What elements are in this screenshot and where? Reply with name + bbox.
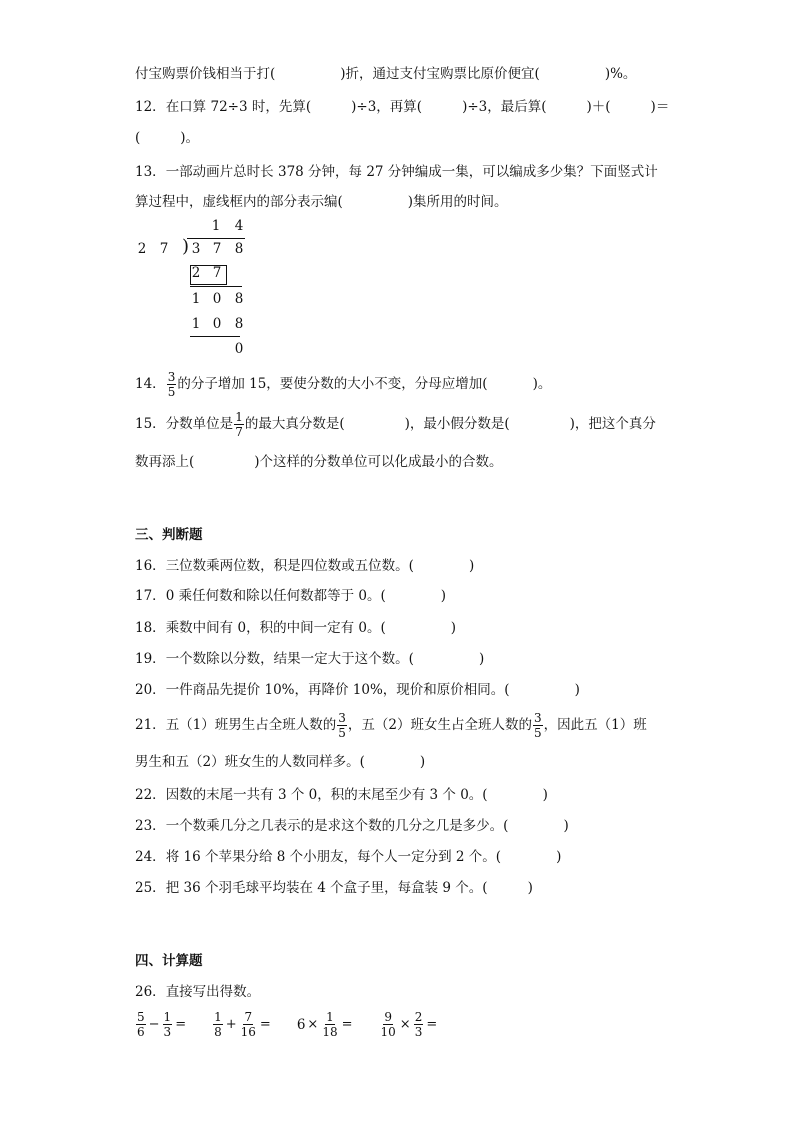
question-number: 23． (135, 818, 166, 834)
fraction-denominator: 18 (322, 1025, 338, 1039)
close-paren: ) (478, 651, 485, 667)
question-21 (135, 711, 647, 740)
q11-text-3: )%。 (604, 66, 637, 82)
division-bracket: ) (182, 236, 190, 257)
long-division (135, 218, 265, 358)
question-19 (135, 649, 484, 669)
calc-expression[interactable] (379, 1010, 440, 1039)
question-24 (135, 847, 561, 867)
operator: × (399, 1017, 411, 1032)
q15-text-6: )个这样的分数单位可以化成最小的合数。 (254, 454, 503, 470)
divisor-digit: 7 (159, 241, 169, 257)
step-digit: 1 (191, 316, 201, 332)
section-title-calculation: 四、计算题 (135, 953, 203, 969)
quotient-digit: 1 (211, 218, 221, 234)
fraction (240, 1010, 257, 1039)
whole-number: 6 (296, 1016, 306, 1033)
question-13 (135, 162, 658, 182)
q11-text-2: )折，通过支付宝购票比原价便宜( (340, 66, 540, 82)
q21-text-3: ，因此五（1）班 (543, 717, 647, 733)
fraction-numerator: 9 (384, 1010, 392, 1024)
question-number: 26． (135, 984, 166, 1000)
equals-sign: = (341, 1017, 353, 1032)
close-paren: ) (563, 818, 569, 834)
fraction (136, 1010, 146, 1039)
q12-text-2: )÷3，再算( (351, 99, 423, 115)
question-number: 24． (135, 849, 166, 865)
question-number: 17． (135, 588, 166, 604)
calc-expression[interactable] (212, 1010, 273, 1039)
fraction (234, 410, 244, 439)
fraction-numerator: 3 (167, 370, 176, 384)
question-23 (135, 816, 569, 836)
question-text: 直接写出得数。 (165, 984, 261, 1000)
fraction-numerator: 7 (244, 1010, 253, 1024)
operator: + (225, 1017, 237, 1032)
question-12 (135, 97, 669, 117)
question-20 (135, 680, 580, 700)
section-title-true-false: 三、判断题 (135, 527, 203, 543)
fraction-denominator: 5 (534, 726, 542, 740)
fraction-numerator: 2 (414, 1010, 423, 1024)
q12-open-paren: ( (135, 130, 141, 146)
question-14 (135, 370, 551, 399)
step-digit: 2 (191, 265, 201, 281)
question-number: 22． (135, 787, 166, 803)
q12-close-paren: )。 (180, 130, 200, 146)
q15-text-4: )，把这个真分 (569, 416, 656, 432)
question-17 (135, 586, 446, 606)
q12-text-3: )÷3，最后算( (462, 99, 547, 115)
question-number: 20． (135, 682, 166, 698)
close-paren: ) (419, 754, 426, 770)
question-number: 18． (135, 620, 166, 636)
fraction (213, 1010, 223, 1039)
question-text: 因数的末尾一共有 3 个 0，积的末尾至少有 3 个 0。( (165, 787, 488, 803)
fraction (337, 711, 347, 740)
quotient-digit: 4 (234, 218, 244, 234)
fraction (163, 1010, 173, 1039)
calc-expression[interactable] (135, 1010, 188, 1039)
question-text: 将 16 个苹果分给 8 个小朋友，每个人一定分到 2 个。( (165, 849, 502, 865)
dividend-digit: 3 (191, 241, 201, 257)
q13-text-2: 算过程中，虚线框内的部分表示编( (135, 194, 343, 210)
q12-text-4: )＋( (586, 99, 611, 115)
q15-text-2: 的最大真分数是( (244, 416, 345, 432)
equals-sign: = (426, 1017, 438, 1032)
q13-text-3: )集所用的时间。 (407, 194, 508, 210)
q21-text-1: 五（1）班男生占全班人数的 (165, 717, 337, 733)
q12-text-1: 在口算 72÷3 时，先算( (165, 99, 312, 115)
fraction-denominator: 16 (240, 1025, 256, 1039)
step-digit: 7 (212, 265, 222, 281)
question-text: 一个数除以分数，结果一定大于这个数。( (165, 651, 414, 667)
remainder-digit: 0 (234, 341, 244, 357)
q15-text-5: 数再添上( (135, 454, 195, 470)
close-paren: ) (527, 880, 533, 896)
equals-sign: = (259, 1017, 271, 1032)
question-21-line2 (135, 752, 425, 772)
fraction-numerator: 1 (326, 1010, 334, 1024)
close-paren: ) (574, 682, 580, 698)
close-paren: ) (468, 558, 475, 574)
question-26 (135, 982, 260, 1002)
q21-text-4: 男生和五（2）班女生的人数同样多。( (135, 754, 365, 770)
fraction-denominator: 5 (167, 385, 176, 399)
step-digit: 0 (212, 291, 222, 307)
question-25 (135, 878, 533, 898)
fraction-denominator: 7 (235, 425, 243, 439)
operator: − (148, 1017, 160, 1032)
fraction-denominator: 3 (163, 1025, 172, 1039)
fraction-numerator: 5 (137, 1010, 145, 1024)
question-16 (135, 556, 474, 576)
step-digit: 8 (234, 291, 244, 307)
operator: × (307, 1017, 319, 1032)
calculation-row (135, 1010, 463, 1039)
fraction-denominator: 10 (380, 1025, 396, 1039)
fraction-numerator: 1 (163, 1010, 172, 1024)
fraction (380, 1010, 397, 1039)
fraction-denominator: 6 (137, 1025, 145, 1039)
fraction (533, 711, 543, 740)
close-paren: ) (542, 787, 548, 803)
question-12-line2 (135, 128, 199, 148)
question-number: 21． (135, 717, 166, 733)
fraction-denominator: 5 (338, 726, 346, 740)
question-text: 把 36 个羽毛球平均装在 4 个盒子里，每盒装 9 个。( (165, 880, 488, 896)
close-paren: ) (556, 849, 562, 865)
question-number: 12． (135, 99, 166, 115)
calc-expression[interactable] (297, 1010, 355, 1039)
question-number: 16． (135, 558, 166, 574)
fraction (414, 1010, 424, 1039)
dividend-digit: 8 (234, 241, 244, 257)
question-number: 25． (135, 880, 166, 896)
question-number: 14． (135, 376, 166, 392)
fraction-denominator: 3 (414, 1025, 423, 1039)
fraction (167, 370, 177, 399)
step-digit: 8 (234, 316, 244, 332)
q15-text-3: )，最小假分数是( (404, 416, 510, 432)
question-15 (135, 410, 656, 439)
fraction-numerator: 3 (534, 711, 542, 725)
question-22 (135, 785, 548, 805)
question-text: 乘数中间有 0，积的中间一定有 0。( (165, 620, 386, 636)
equals-sign: = (175, 1017, 187, 1032)
divisor-digit: 2 (137, 241, 147, 257)
q11-text-1: 付宝购票价钱相当于打( (135, 66, 276, 82)
step-digit: 0 (212, 316, 222, 332)
q14-text-1: 的分子增加 15，要使分数的大小不变，分母应增加( (177, 376, 488, 392)
step-digit: 1 (191, 291, 201, 307)
fraction (321, 1010, 338, 1039)
subtraction-line (190, 286, 242, 287)
question-text: 一个数乘几分之几表示的是求这个数的几分之几是多少。( (165, 818, 509, 834)
question-18 (135, 618, 456, 638)
q12-text-5: )＝ (650, 99, 670, 115)
close-paren: ) (450, 620, 456, 636)
question-number: 19． (135, 651, 166, 667)
question-number: 15． (135, 416, 166, 432)
question-15-line2 (135, 452, 503, 472)
dividend-digit: 7 (212, 241, 222, 257)
question-13-line2 (135, 192, 508, 212)
question-text: 0 乘任何数和除以任何数都等于 0。( (165, 588, 386, 604)
question-text: 三位数乘两位数，积是四位数或五位数。( (165, 558, 414, 574)
question-text: 一件商品先提价 10%，再降价 10%，现价和原价相同。( (165, 682, 510, 698)
q15-text-1: 分数单位是 (165, 416, 234, 432)
q11-tail-line (135, 64, 636, 84)
q13-text-1: 一部动画片总时长 378 分钟，每 27 分钟编成一集，可以编成多少集？下面竖式计 (165, 164, 658, 180)
q21-text-2: ，五（2）班女生占全班人数的 (347, 717, 533, 733)
question-number: 13． (135, 164, 166, 180)
division-bar (187, 238, 245, 239)
fraction-numerator: 1 (214, 1010, 222, 1024)
fraction-numerator: 1 (235, 410, 243, 424)
q14-text-2: )。 (532, 376, 552, 392)
fraction-denominator: 8 (214, 1025, 222, 1039)
close-paren: ) (440, 588, 446, 604)
fraction-numerator: 3 (338, 711, 346, 725)
subtraction-line (190, 336, 240, 337)
